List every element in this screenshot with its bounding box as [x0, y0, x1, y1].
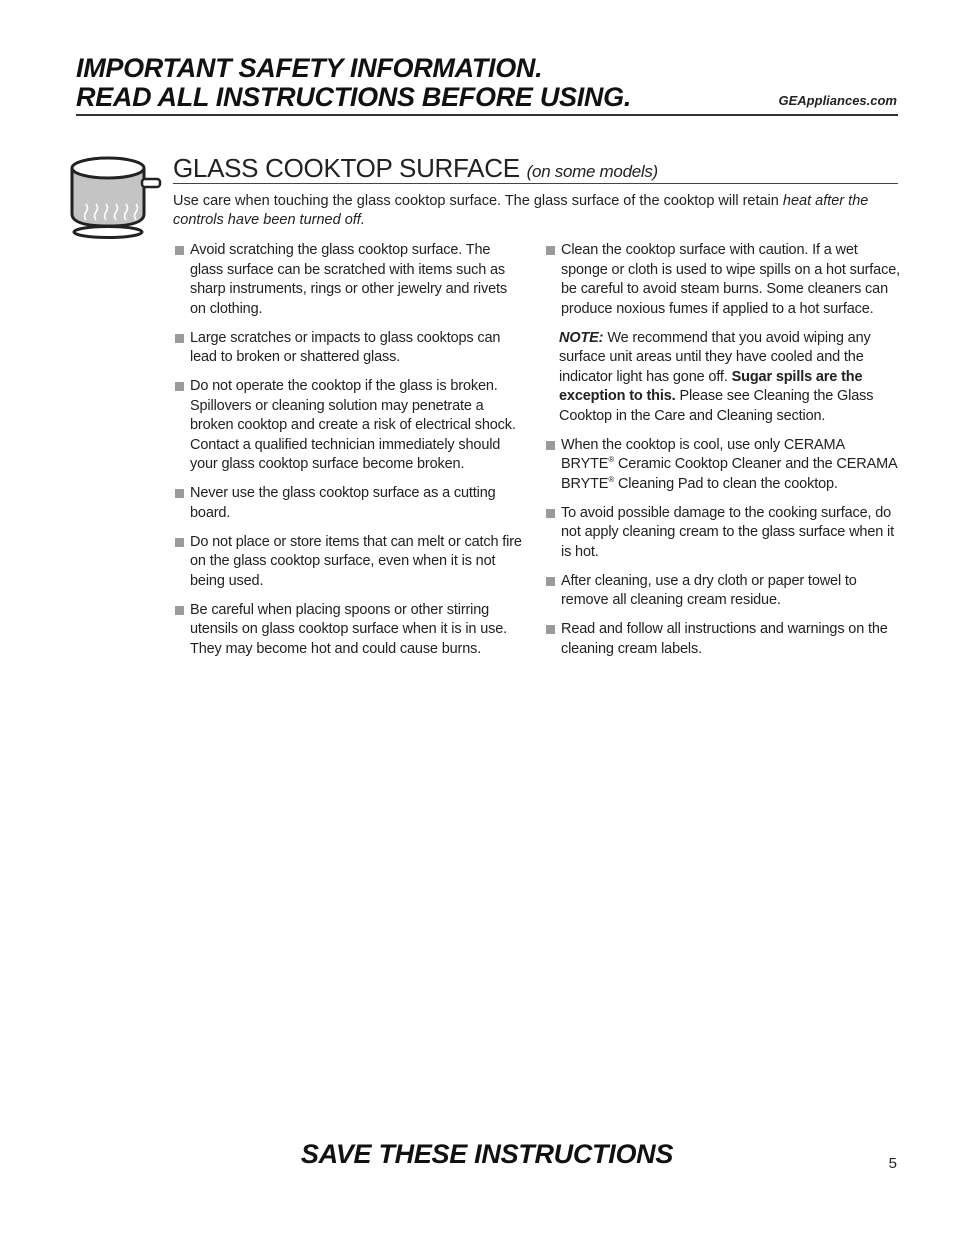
- list-item: [173, 377, 525, 475]
- square-bullet-icon: [546, 509, 555, 518]
- header-title-line1: IMPORTANT SAFETY INFORMATION.: [76, 53, 543, 83]
- registered-mark: ®: [608, 474, 615, 484]
- section-divider: [173, 183, 898, 184]
- list-item-text: Large scratches or impacts to glass cooktops can lead to broken or shattered glass.: [190, 329, 501, 365]
- square-bullet-icon: [175, 382, 184, 391]
- list-item-text: Clean the cooktop surface with caution. If a wet sponge or cloth is used to wipe spills on a hot surface, be careful to avoid steam burns. Some cleaners can produce noxious fumes if applied to a hot surface.: [561, 242, 900, 317]
- cerama-text-1: When the cooktop is cool, use only CERAMA BRYTE: [561, 436, 845, 472]
- list-item: [173, 241, 525, 319]
- section-title: [173, 153, 658, 184]
- section-title-text: GLASS COOKTOP SURFACE: [173, 153, 520, 183]
- list-item: [544, 620, 900, 659]
- note-text-continued: Please see Cleaning the Glass Cooktop in the Care and Cleaning section.: [559, 388, 874, 424]
- square-bullet-icon: [175, 489, 184, 498]
- header-title-line2: READ ALL INSTRUCTIONS BEFORE USING.: [76, 82, 632, 112]
- list-item-text: Be careful when placing spoons or other stirring utensils on glass cooktop surface when it is in use. They may become hot and could cause burns.: [190, 601, 508, 657]
- list-item: [544, 241, 900, 319]
- square-bullet-icon: [175, 538, 184, 547]
- square-bullet-icon: [175, 246, 184, 255]
- note-text: We recommend that you avoid wiping any surface unit areas until they have cooled and the indicator light has gone off.: [559, 329, 871, 385]
- intro-paragraph: [173, 192, 898, 230]
- list-item-text: [561, 437, 897, 492]
- list-item: [544, 572, 900, 611]
- square-bullet-icon: [175, 606, 184, 615]
- note-paragraph: [544, 329, 900, 427]
- website-url: GEAppliances.com: [778, 93, 897, 108]
- list-item: [544, 436, 900, 495]
- list-item-text: After cleaning, use a dry cloth or paper towel to remove all cleaning cream residue.: [561, 572, 857, 608]
- header-divider: [76, 114, 898, 116]
- square-bullet-icon: [546, 246, 555, 255]
- hot-pot-icon: [66, 150, 162, 242]
- list-item: [173, 329, 525, 368]
- square-bullet-icon: [546, 625, 555, 634]
- list-item: [173, 484, 525, 523]
- intro-text: Use care when touching the glass cooktop surface. The glass surface of the cooktop will retain: [173, 193, 779, 209]
- list-item: [544, 504, 900, 563]
- note-label: NOTE:: [559, 329, 604, 346]
- section-subtitle: (on some models): [526, 162, 658, 181]
- right-column: [544, 241, 900, 669]
- cerama-text-3: Cleaning Pad to clean the cooktop.: [614, 475, 838, 492]
- cerama-text-2: Ceramic Cooktop Cleaner and the CERAMA BRYTE: [561, 456, 897, 492]
- list-item-text: Avoid scratching the glass cooktop surface. The glass surface can be scratched with items such as sharp instruments, rings or other jewelry and rivets on clothing.: [190, 242, 507, 317]
- save-instructions-footer: SAVE THESE INSTRUCTIONS: [300, 1139, 674, 1169]
- left-column: [173, 241, 525, 669]
- square-bullet-icon: [175, 334, 184, 343]
- registered-mark: ®: [608, 455, 615, 465]
- page-header-title: [76, 54, 776, 112]
- list-item-text: Do not place or store items that can melt or catch fire on the glass cooktop surface, even when it is not being used.: [190, 533, 522, 589]
- list-item: [173, 601, 525, 660]
- page-number: 5: [888, 1155, 897, 1172]
- intro-emphasis: heat after the controls have been turned off.: [173, 193, 869, 228]
- list-item-text: Read and follow all instructions and warnings on the cleaning cream labels.: [561, 621, 888, 657]
- list-item-text: Never use the glass cooktop surface as a cutting board.: [190, 485, 496, 521]
- list-item: [173, 533, 525, 592]
- list-item-text: Do not operate the cooktop if the glass is broken. Spillovers or cleaning solution may penetrate a broken cooktop and create a risk of electrical shock. Contact a qualified technician immediately should your glass cooktop surface become broken.: [190, 378, 516, 472]
- square-bullet-icon: [546, 441, 555, 450]
- list-item-text: To avoid possible damage to the cooking surface, do not apply cleaning cream to the glass surface when it is hot.: [561, 504, 894, 560]
- note-emphasis: Sugar spills are the exception to this.: [559, 368, 863, 404]
- square-bullet-icon: [546, 577, 555, 586]
